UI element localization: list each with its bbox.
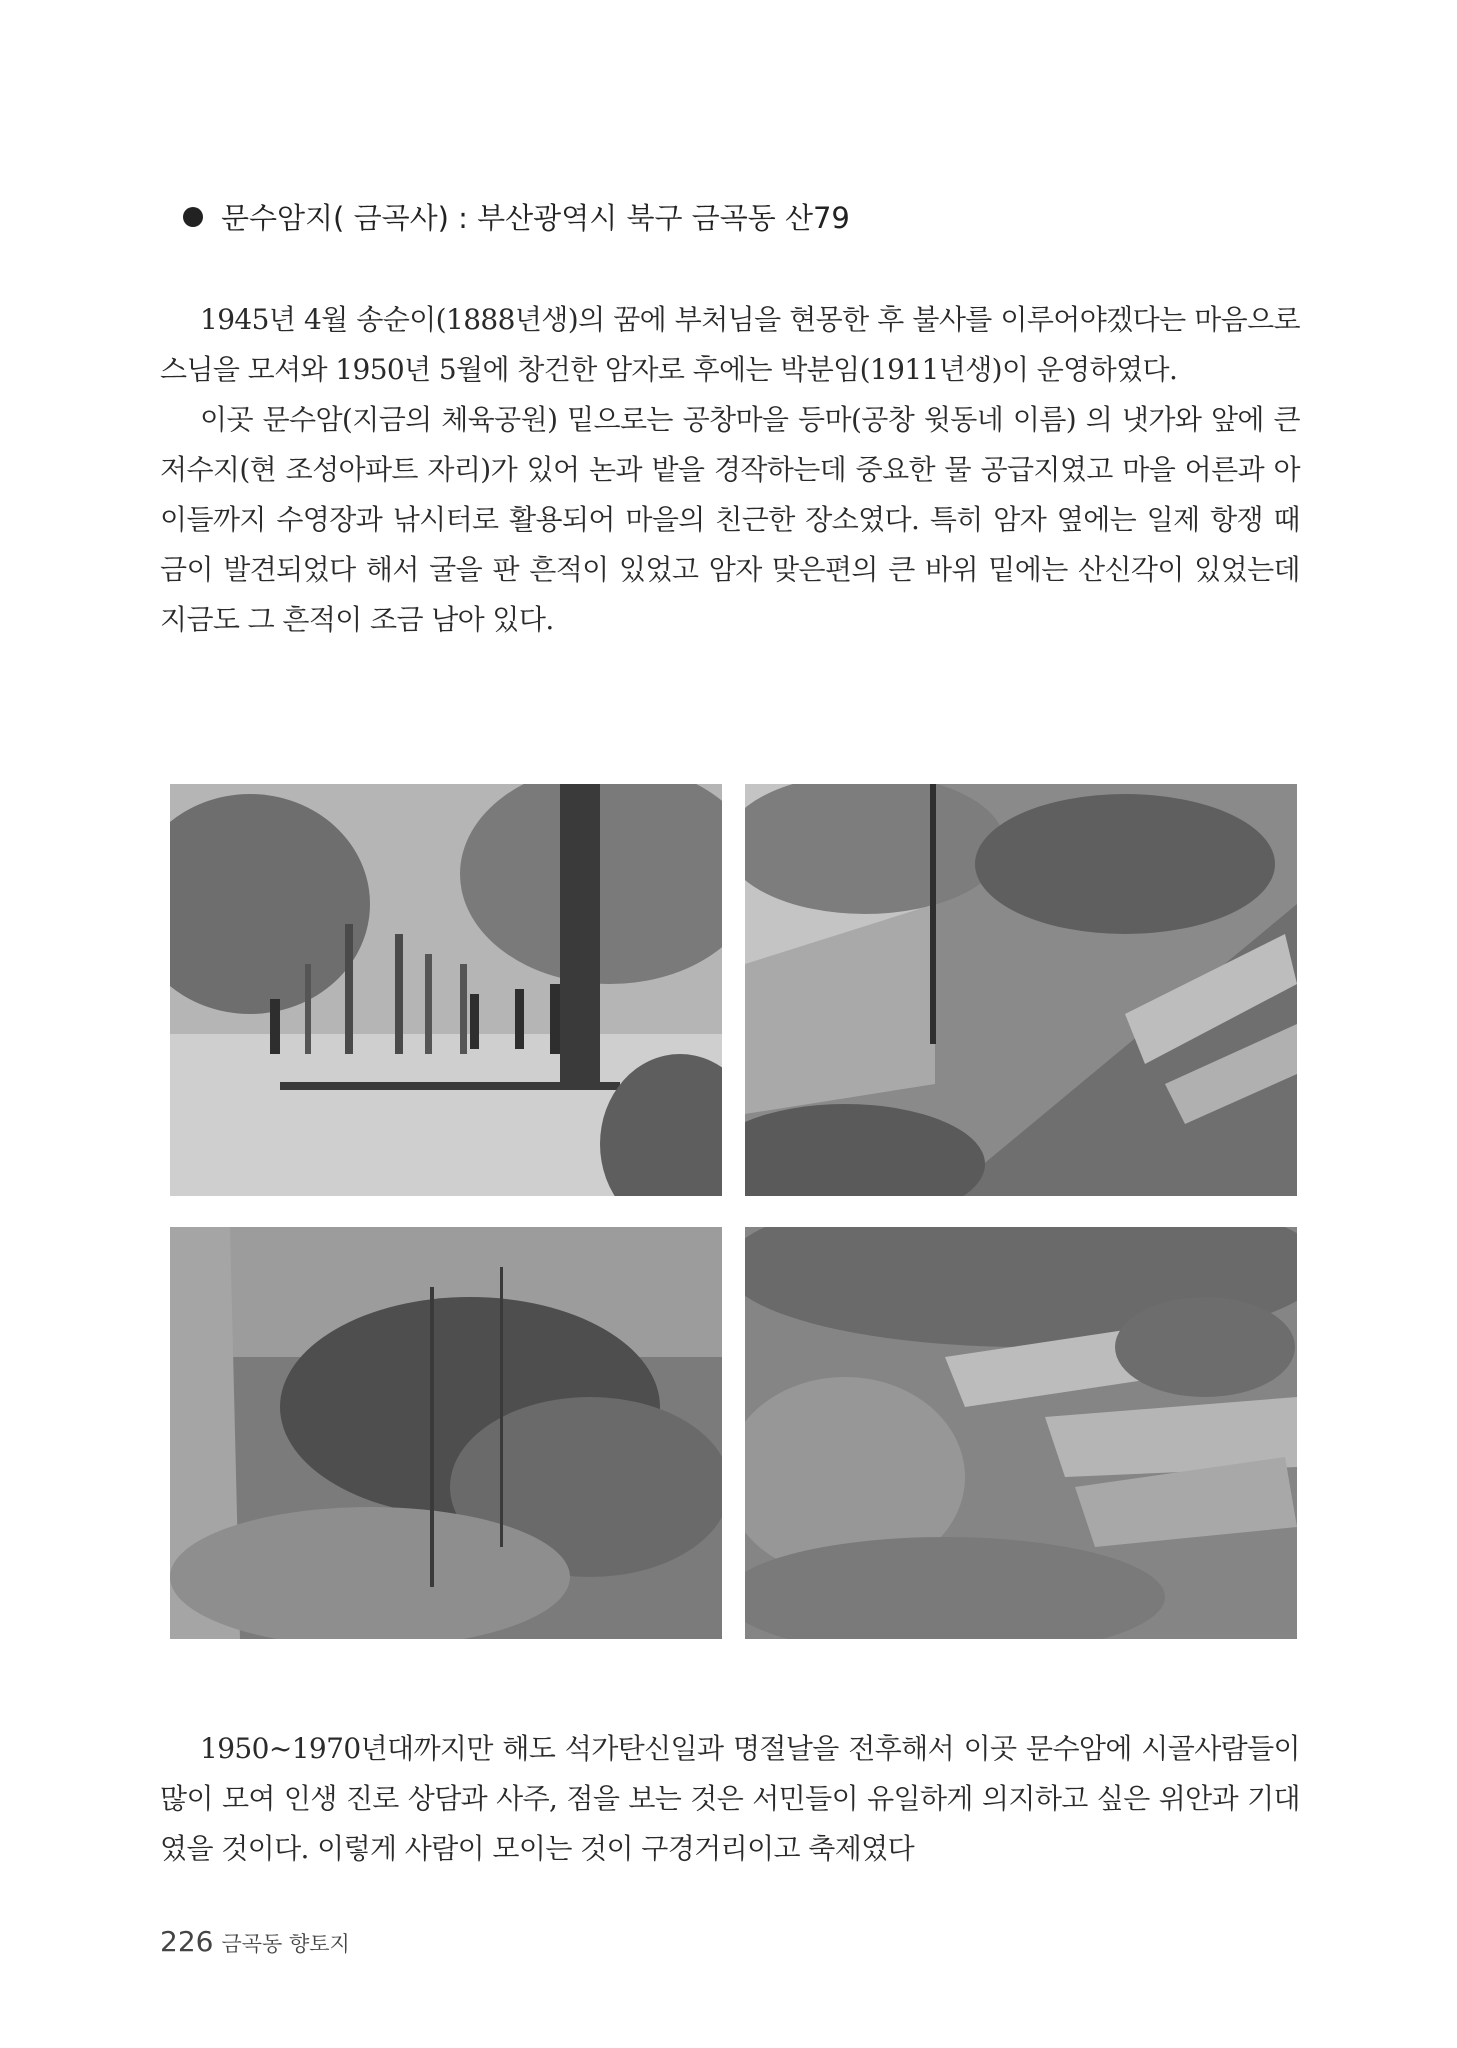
paragraph: 1950~1970년대까지만 해도 석가탄신일과 명절날을 전후해서 이곳 문수암에 시골사람들이 많이 모여 인생 진로 상담과 사주, 점을 보는 것은 서민들이 유일하게 의지하고 싶은 위안과 기대였을 것이다. 이렇게 사람이 모이는 것이 구경거리이고 축제였다 — [160, 1732, 1300, 1865]
section-heading — [183, 196, 850, 237]
page-footer — [160, 1925, 350, 1958]
photo-rubble — [745, 1227, 1297, 1639]
photo-park — [170, 784, 722, 1196]
paragraph: 1945년 4월 송순이(1888년생)의 꿈에 부처님을 현몽한 후 불사를 이루어야겠다는 마음으로 스님을 모셔와 1950년 5월에 창건한 암자로 후에는 박분임(1911년생)이 운영하였다. — [160, 303, 1300, 386]
intro-text — [160, 295, 1300, 645]
page-number: 226 — [160, 1925, 214, 1958]
photo-fence-brush — [170, 1227, 722, 1639]
heading-text: 문수암지( 금곡사) : 부산광역시 북구 금곡동 산79 — [221, 201, 850, 235]
closing-text — [160, 1724, 1300, 1874]
bullet-icon — [183, 207, 203, 227]
paragraph: 이곳 문수암(지금의 체육공원) 밑으로는 공창마을 등마(공창 윗동네 이름) 의 냇가와 앞에 큰 저수지(현 조성아파트 자리)가 있어 논과 밭을 경작하는데 중요한 물 공급지였고 마을 어른과 아이들까지 수영장과 낚시터로 활용되어 마을의 친근한 장소였다. 특히 암자 옆에는 일제 항쟁 때 금이 발견되었다 해서 굴을 판 흔적이 있었고 암자 맞은편의 큰 바위 밑에는 산신각이 있었는데 지금도 그 흔적이 조금 남아 있다. — [160, 403, 1300, 636]
photo-fence-slope — [745, 784, 1297, 1196]
book-title: 금곡동 향토지 — [221, 1932, 350, 1956]
